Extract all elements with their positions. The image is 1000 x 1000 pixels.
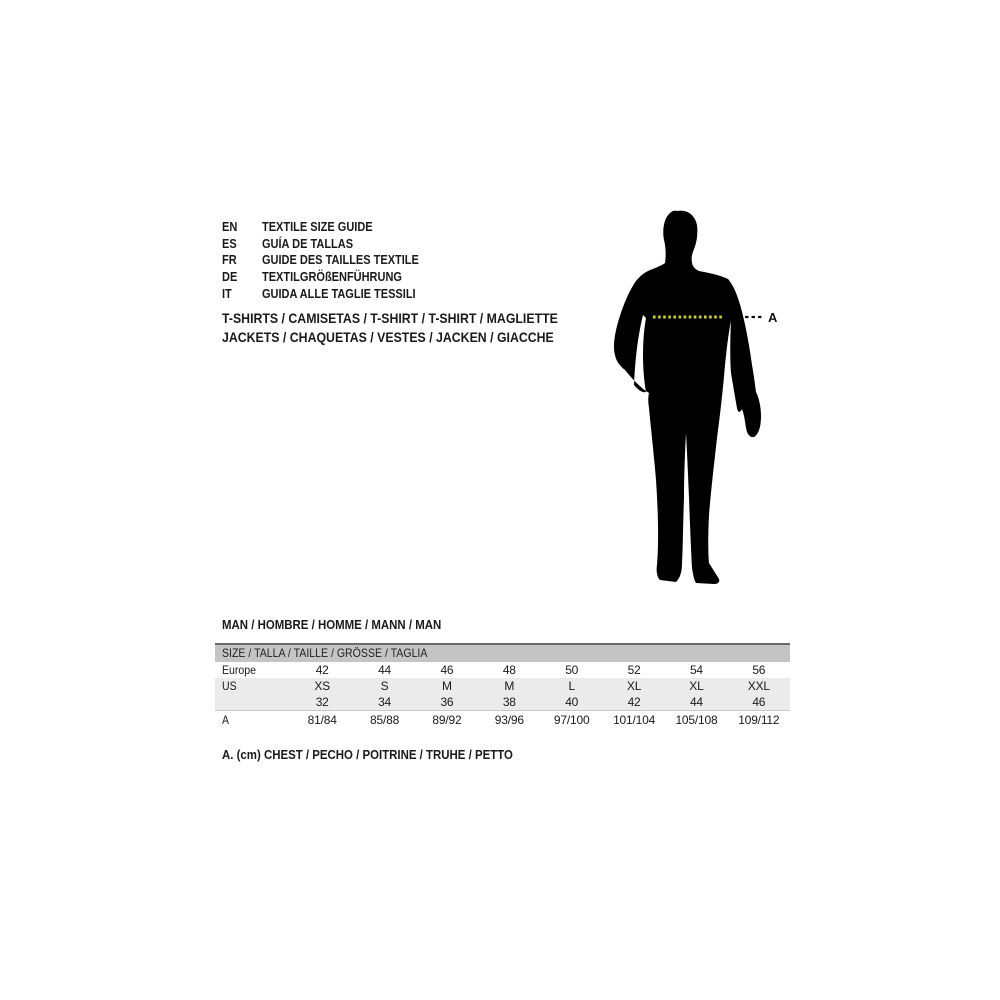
table-cell: 56 — [752, 663, 766, 677]
table-cell: XS — [314, 679, 330, 693]
product-type-jackets: JACKETS / CHAQUETAS / VESTES / JACKEN / GIACCHE — [222, 328, 554, 345]
size-table-header: SIZE / TALLA / TAILLE / GRÖSSE / TAGLIA — [215, 645, 790, 662]
table-cell: 36 — [440, 695, 454, 709]
table-cell: 44 — [689, 695, 703, 709]
table-cell: 85/88 — [370, 713, 400, 727]
table-row-europe — [215, 662, 790, 678]
table-cell: 44 — [378, 663, 392, 677]
table-cell: 101/104 — [613, 713, 656, 727]
chest-measure-label: A — [768, 310, 778, 325]
language-row-it — [222, 286, 440, 303]
language-label: TEXTILGRÖßENFÜHRUNG — [262, 270, 402, 285]
language-row-fr — [222, 252, 440, 269]
language-label: TEXTILE SIZE GUIDE — [262, 220, 373, 234]
gender-label: MAN / HOMBRE / HOMME / MANN / MAN — [222, 617, 442, 632]
language-code: IT — [222, 286, 232, 301]
table-cell: 38 — [502, 695, 516, 709]
table-cell: 97/100 — [553, 713, 590, 727]
row-label: US — [222, 679, 237, 693]
language-list — [222, 219, 440, 302]
table-cell: L — [568, 679, 575, 693]
language-label: GUÍA DE TALLAS — [262, 236, 354, 251]
table-cell: 54 — [689, 663, 703, 677]
language-code: EN — [222, 220, 238, 234]
table-cell: 50 — [565, 663, 579, 677]
language-code: DE — [222, 270, 238, 285]
table-cell: 34 — [378, 695, 392, 709]
language-label: GUIDE DES TAILLES TEXTILE — [262, 253, 419, 268]
table-cell: 40 — [565, 695, 579, 709]
language-code: FR — [222, 253, 237, 268]
table-cell: 105/108 — [675, 713, 718, 727]
table-row-numeric — [215, 694, 790, 710]
table-cell: 48 — [502, 663, 516, 677]
size-table — [215, 643, 790, 728]
product-type-list — [222, 309, 604, 346]
table-row-us — [215, 678, 790, 694]
language-row-de — [222, 269, 440, 286]
man-figure — [590, 180, 810, 620]
table-cell: 42 — [315, 663, 329, 677]
product-type-tshirts: T-SHIRTS / CAMISETAS / T-SHIRT / T-SHIRT / MAGLIETTE — [222, 310, 558, 326]
language-row-en — [222, 219, 440, 236]
row-label: A — [222, 713, 230, 727]
table-cell: M — [504, 679, 515, 693]
table-cell: XL — [626, 679, 642, 693]
table-cell: 81/84 — [307, 713, 337, 727]
table-cell: 52 — [627, 663, 641, 677]
table-cell: 109/112 — [738, 713, 780, 727]
language-label: GUIDA ALLE TAGLIE TESSILI — [262, 286, 416, 301]
table-cell: 42 — [627, 695, 641, 709]
table-cell: 46 — [752, 695, 766, 709]
row-label: Europe — [222, 663, 257, 677]
table-row-chest-cm — [215, 710, 790, 728]
table-cell: S — [380, 679, 389, 693]
table-cell: M — [442, 679, 452, 693]
table-cell: XXL — [747, 679, 770, 693]
table-cell: 32 — [315, 695, 329, 709]
table-cell: XL — [689, 679, 704, 693]
table-cell: 89/92 — [432, 713, 462, 727]
table-cell: 93/96 — [494, 713, 524, 727]
language-code: ES — [222, 236, 237, 251]
man-silhouette — [614, 211, 761, 584]
table-cell: 46 — [440, 663, 454, 677]
measurement-footnote: A. (cm) CHEST / PECHO / POITRINE / TRUHE / PETTO — [222, 747, 513, 762]
language-row-es — [222, 236, 440, 253]
row-label — [215, 694, 291, 710]
